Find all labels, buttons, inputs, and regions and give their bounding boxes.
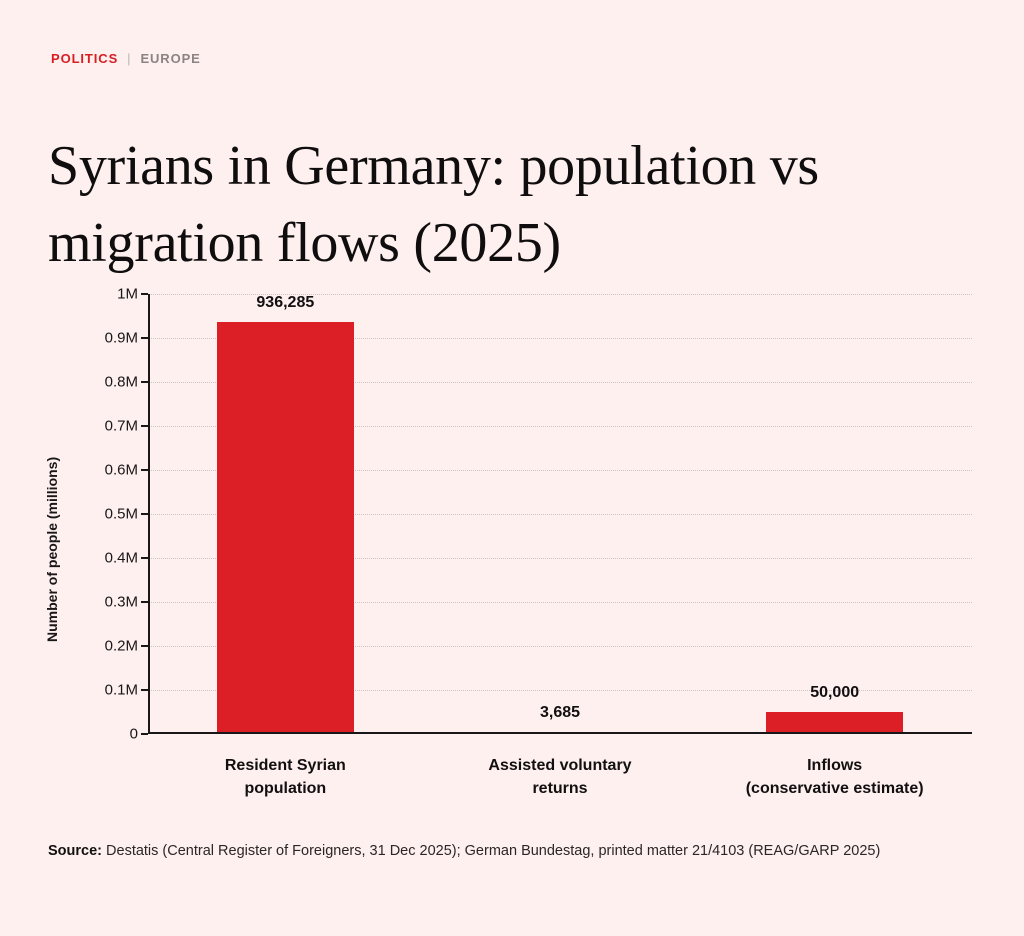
plot-area [148, 294, 972, 734]
y-tick-label: 0 [129, 725, 138, 743]
category-label-line: returns [532, 780, 588, 798]
y-tick-mark [141, 425, 148, 427]
category-label-line: Inflows [807, 757, 863, 774]
category-label [695, 754, 975, 800]
y-tick-mark [141, 601, 148, 603]
y-tick-label: 0.8M [104, 373, 138, 391]
y-tick-label: 0.2M [104, 637, 138, 655]
source-note [48, 840, 948, 863]
page-title: Syrians in Germany: population vs migration flows (2025) [48, 134, 819, 274]
category-label-line: population [244, 780, 327, 798]
y-tick-mark [141, 733, 148, 735]
y-tick-mark [141, 337, 148, 339]
y-tick-label: 0.3M [104, 593, 138, 611]
y-tick-label: 0.7M [104, 417, 138, 435]
y-tick-label: 0.5M [104, 505, 138, 523]
source-label: Source: [48, 843, 102, 859]
y-tick-mark [141, 513, 148, 515]
kicker-separator: | [127, 51, 132, 66]
y-axis-title: Number of people (millions) [44, 456, 60, 642]
y-tick-mark [141, 645, 148, 647]
y-tick-mark [141, 469, 148, 471]
bar-value-label: 936,285 [256, 294, 315, 312]
kicker [51, 51, 201, 66]
y-tick-mark [141, 689, 148, 691]
category-label-line: Assisted voluntary [488, 757, 632, 774]
y-tick-mark [141, 381, 148, 383]
y-tick-mark [141, 557, 148, 559]
bar-chart [0, 270, 1024, 830]
kicker-secondary: EUROPE [140, 51, 201, 66]
y-tick-label: 0.1M [104, 681, 138, 699]
category-label [420, 754, 700, 800]
category-label [145, 754, 425, 800]
bar-value-label: 3,685 [539, 704, 581, 722]
category-label-line: Resident Syrian [224, 757, 346, 774]
category-label-line: (conservative estimate) [745, 780, 924, 798]
y-tick-label: 0.9M [104, 329, 138, 347]
y-axis-line [148, 294, 150, 734]
y-tick-label: 0.4M [104, 549, 138, 567]
x-axis-line [148, 732, 972, 734]
bar [766, 712, 903, 734]
bar-value-label: 50,000 [810, 684, 860, 701]
kicker-primary: POLITICS [51, 51, 119, 66]
y-tick-label: 0.6M [104, 461, 138, 479]
bar [217, 322, 354, 734]
y-tick-label: 1M [117, 285, 138, 303]
y-tick-mark [141, 293, 148, 295]
source-text: Destatis (Central Register of Foreigners, 31 Dec 2025); German Bundestag, printed matter 21/4103 (REAG/GARP 2025) [102, 843, 881, 859]
